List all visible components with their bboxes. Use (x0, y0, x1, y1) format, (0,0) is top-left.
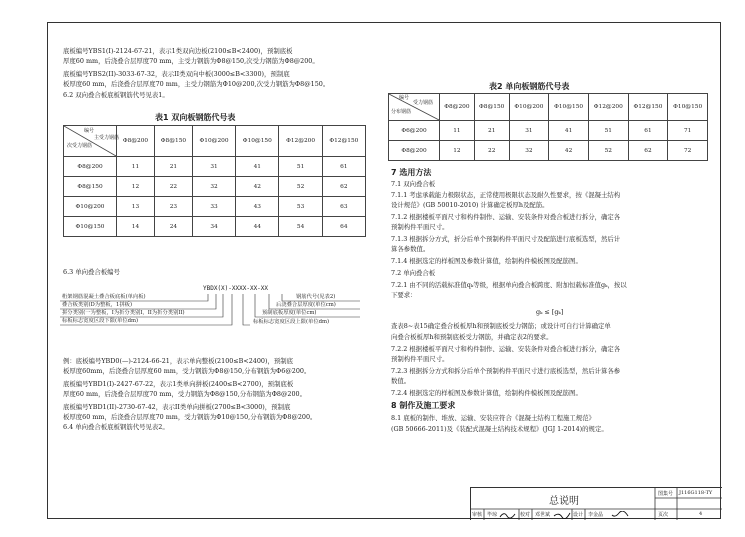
drawing-title: 总说明 (549, 496, 579, 507)
table2-cell: 11 (440, 121, 475, 141)
table1-cell: 62 (322, 177, 365, 197)
r-line-14: 7.2.2 根据楼板平面尺寸和构件制作、运输、安装条件对叠合板进行拆分，确定各 (391, 345, 621, 353)
table2-col-header: Φ10@150 (549, 94, 589, 121)
para-example-1b: 厚度60 mm，后浇叠合层厚度70 mm，主受力钢筋为Φ8@150,次受力钢筋为Φ8@200。 (63, 57, 319, 65)
formula: gₖ ≤ [gₖ] (536, 308, 564, 316)
table2-col-header: Φ10@200 (509, 94, 549, 121)
checker-name: 邓世斌 (535, 512, 551, 518)
table1-row-header: Φ10@200 (64, 197, 117, 217)
table2-col-header: Φ12@150 (628, 94, 668, 121)
code-label-r4: 标板标志宽度区段上限(单位dm) (253, 319, 330, 325)
table1-row-header: Φ8@200 (64, 157, 117, 177)
example-line-1: 例：底板编号YBD0(—)-2124-66-21，表示单向整板(2100≤B<2400)，预制底 (63, 357, 294, 365)
section-7-heading: 7 选用方法 (391, 168, 432, 177)
r-line-5: 预制构件平面尺寸。 (391, 223, 449, 231)
check-label: 校对 (520, 512, 531, 518)
r-line-16: 7.2.3 根据拆分方式和拆分后单个预制构件平面尺寸进行底板选型，然后计算各参 (391, 367, 621, 375)
r-line-12: 查表8~表15确定叠合板板厚h和预制底板受力钢筋；或设计可自行计算确定单 (391, 322, 611, 330)
r-line-6: 7.1.3 根据拆分方式，折分后单个预制构件平面尺寸及配筋进行底板选型，然后计 (391, 235, 621, 243)
example-line-4: 厚度60 mm，后浇叠合层厚度70 mm，受力钢筋为Φ8@150,分布钢筋为Φ8@200。 (63, 390, 306, 398)
table1-col-header: Φ12@200 (279, 126, 322, 157)
table1-diag-label-bottom: 次受力钢筋 (67, 143, 93, 149)
example-line-6: 板厚度60 mm，后浇叠合层厚度70 mm，受力钢筋为Φ10@150,分布钢筋为Φ8@200。 (63, 413, 317, 421)
table1-cell: 52 (279, 177, 322, 197)
table1-cell: 63 (322, 197, 365, 217)
table2-diag-label-top: 编号 (399, 95, 410, 101)
table1-cell: 32 (192, 177, 235, 197)
table1-row (64, 197, 366, 217)
designer-name: 李金晶 (588, 512, 604, 518)
table1-diag-header (64, 126, 120, 157)
table2-cell: 62 (628, 141, 668, 161)
table1-cell: 33 (192, 197, 235, 217)
atlas-label: 图集号 (658, 491, 674, 497)
example-line-5: 底板编号YBD1(II)-2730-67-42，表示II类单向拼板(2700≤B<3000)，预制底 (63, 403, 291, 411)
r-line-15: 预制构件平面尺寸。 (391, 355, 449, 363)
code-label-l1: 桁架钢筋混凝土叠合板底板(单向板) (62, 294, 146, 300)
table1-col-header: Φ10@150 (236, 126, 279, 157)
design-label: 设计 (573, 512, 584, 518)
table2-row-header: Φ8@200 (389, 141, 440, 161)
table1-diag-label-top2: 主受力钢筋 (94, 135, 120, 141)
section-6-2: 6.2 双向叠合板底板钢筋代号见表1。 (63, 91, 169, 99)
table2-one-way-rebar (388, 93, 708, 161)
table1-row-header: Φ10@150 (64, 217, 117, 237)
section-8-heading: 8 制作及施工要求 (391, 401, 456, 410)
table1-cell: 54 (279, 217, 322, 237)
table2-cell: 52 (588, 141, 628, 161)
table2-cell: 31 (509, 121, 549, 141)
example-line-3: 底板编号YBD1(I)-2427-67-22，表示1类单向拼板(2400≤B<2700)，预制底板 (63, 380, 294, 388)
table2-diag-header (389, 94, 440, 121)
table2-title: 表2 单向板钢筋代号表 (489, 82, 570, 91)
page-label: 页次 (658, 512, 669, 518)
r-line-10: 7.2.1 由不同的活载标准值qₖ等级，根据单向叠合板跨度、附加恒载标准值gₖ，按以 (391, 281, 627, 289)
r-line-7: 算各参数值。 (391, 245, 430, 253)
table2-cell: 21 (474, 121, 509, 141)
table1-cell: 14 (117, 217, 155, 237)
r-line-8: 7.1.4 根据选定的样板图及参数计算值，绘制构件模板图及配筋图。 (391, 257, 582, 265)
reviewer-signature-icon (499, 511, 517, 519)
table1-row (64, 177, 366, 197)
r-line-11: 下要求： (391, 291, 417, 299)
table1-col-header: Φ12@150 (322, 126, 365, 157)
table2-cell: 32 (509, 141, 549, 161)
section-6-4: 6.4 单向叠合板底板钢筋代号见表2。 (63, 423, 169, 431)
table1-cell: 21 (154, 157, 192, 177)
r-line-17: 数值。 (391, 377, 411, 385)
table2-col-header: Φ8@200 (440, 94, 475, 121)
designer-signature-icon (611, 511, 629, 519)
table2-cell: 71 (668, 121, 708, 141)
table1-col-header: Φ8@150 (154, 126, 192, 157)
table2-cell: 41 (549, 121, 589, 141)
table1-cell: 42 (236, 177, 279, 197)
table1-title: 表1 双向板钢筋代号表 (155, 113, 236, 122)
section-6-3: 6.3 单向叠合板编号 (63, 268, 120, 276)
table1-cell: 41 (236, 157, 279, 177)
table1-row (64, 217, 366, 237)
table1-two-way-rebar (63, 125, 366, 237)
checker-signature-icon (553, 511, 571, 519)
r-line-19: 8.1 底板的制作、堆放、运输、安装应符合《混凝土结构工程施工规范》 (391, 414, 595, 422)
code-label-r1: 钢筋代号(见表2) (296, 294, 336, 300)
review-label: 审核 (472, 512, 483, 518)
table1-cell: 11 (117, 157, 155, 177)
table2-row (389, 141, 708, 161)
table2-cell: 51 (588, 121, 628, 141)
code-pattern: YBDX(X)-XXXX-XX-XX (203, 285, 269, 292)
example-line-2: 板厚度60mm，后浇叠合层厚度60 mm，受力钢筋为Φ8@150,分布钢筋为Φ6@200。 (63, 367, 311, 375)
code-label-l2: 叠合板类别(D为整板，1拼板) (62, 302, 133, 308)
table1-cell: 31 (192, 157, 235, 177)
r-line-9: 7.2 单向叠合板 (391, 269, 436, 277)
table2-col-header: Φ10@150 (668, 94, 708, 121)
table1-row (64, 157, 366, 177)
table1-cell: 22 (154, 177, 192, 197)
code-label-l4: 标板标志宽度区段下限(单位dm) (62, 318, 139, 324)
reviewer-name: 毕琼 (487, 512, 498, 518)
table1-cell: 53 (279, 197, 322, 217)
table2-row (389, 121, 708, 141)
atlas-number: J116G118-TY (679, 490, 713, 496)
r-line-18: 7.2.4 根据选定的样板图及参数计算值，绘制构件模板图及配筋图。 (391, 389, 582, 397)
r-line-3: 设计规范》(GB 50010-2010) 计算确定板厚h及配筋。 (391, 201, 549, 209)
table1-cell: 64 (322, 217, 365, 237)
table1-row-header: Φ8@150 (64, 177, 117, 197)
table2-row-header: Φ6@200 (389, 121, 440, 141)
r-line-13: 向叠合板板厚h和预制底板受力钢筋，并确定表2的要求。 (391, 333, 553, 341)
code-label-r3: 预制底板厚度(单位cm) (262, 310, 317, 316)
table1-cell: 24 (154, 217, 192, 237)
table2-diag-label-top2: 受力钢筋 (413, 100, 434, 106)
code-label-l3: 拼分类别(一为整板，I为折分类别I，II为折分类别II) (62, 310, 185, 316)
para-example-2b: 板厚度60 mm，后浇叠合层厚度70 mm，主受力钢筋为Φ10@200,次受力钢筋为Φ8@150。 (63, 80, 330, 88)
table1-cell: 44 (236, 217, 279, 237)
table1-col-header: Φ8@200 (117, 126, 155, 157)
table1-cell: 43 (236, 197, 279, 217)
table1-cell: 12 (117, 177, 155, 197)
table1-cell: 13 (117, 197, 155, 217)
table2-col-header: Φ8@150 (474, 94, 509, 121)
page-number: 4 (699, 511, 703, 517)
r-line-20: (GB 50666-2011)及《装配式混凝土结构技术规程》(JGJ 1-2014)的规定。 (391, 425, 608, 433)
table2-cell: 22 (474, 141, 509, 161)
para-example-1: 底板编号YBS1(I)-2124-67-21，表示1类双向边板(2100≤B<2400)，预制底板 (63, 47, 293, 55)
table2-cell: 12 (440, 141, 475, 161)
table2-cell: 72 (668, 141, 708, 161)
table2-diag-label-bottom: 分布钢筋 (391, 109, 412, 115)
table1-cell: 23 (154, 197, 192, 217)
table1-col-header: Φ10@200 (192, 126, 235, 157)
title-block (470, 487, 722, 520)
r-line-4: 7.1.2 根据楼板平面尺寸和构件制作、运输、安装条件对叠合板进行拆分，确定各 (391, 213, 621, 221)
table1-cell: 61 (322, 157, 365, 177)
table2-cell: 42 (549, 141, 589, 161)
table1-diag-label-top: 编号 (84, 128, 95, 134)
table1-cell: 34 (192, 217, 235, 237)
para-example-2: 底板编号YBS2(II)-3033-67-32，表示II类双向中板(3000≤B<3300)，预制底 (63, 70, 290, 78)
table2-col-header: Φ12@200 (588, 94, 628, 121)
table2-cell: 61 (628, 121, 668, 141)
r-line-1: 7.1 双向叠合板 (391, 180, 436, 188)
code-label-r2: 后浇叠合层厚度(单位cm) (276, 302, 336, 308)
r-line-2: 7.1.1 考虑承载能力极限状态，正常使用极限状态及耐久性要求，按《混凝土结构 (391, 191, 621, 199)
table1-cell: 51 (279, 157, 322, 177)
